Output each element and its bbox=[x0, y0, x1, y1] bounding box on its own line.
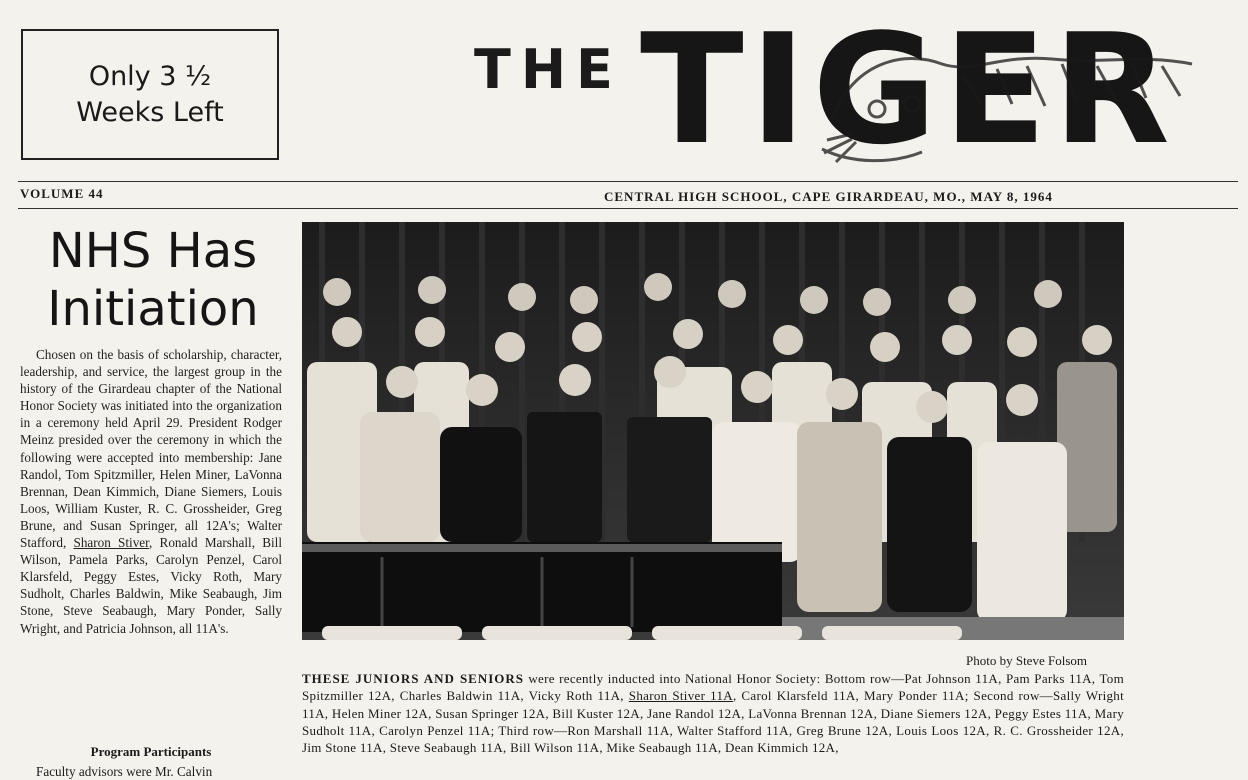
school-place-date: CENTRAL HIGH SCHOOL, CAPE GIRARDEAU, MO., MAY 8, 1964 bbox=[604, 189, 1053, 204]
masthead-the: THE bbox=[474, 38, 623, 101]
photo-caption bbox=[302, 670, 1124, 756]
caption-text-1: were recently inducted into National Honor Society: Bottom row—Pat Johnson 11A, Pam Parks 11A, Tom Spitzmiller 12A, Charles Baldwin 11A, Vicky Roth 11A, bbox=[302, 671, 1124, 704]
article-body bbox=[20, 346, 282, 637]
dateline-bottom-rule bbox=[18, 208, 1238, 209]
continued-text: Faculty advisors were Mr. Calvin bbox=[36, 764, 213, 779]
article-paragraph bbox=[20, 346, 282, 637]
ear-line-2: Weeks Left bbox=[76, 96, 224, 128]
tiger-illustration bbox=[812, 24, 1232, 174]
ear-line-1: Only 3 ½ bbox=[88, 60, 212, 92]
headline-line-2: Initiation bbox=[47, 281, 259, 337]
body-underlined-name: Sharon Stiver bbox=[73, 535, 150, 551]
masthead-tiger: TIGER bbox=[640, 1, 1176, 178]
body-text-2: , Ronald Marshall, Bill Wilson, Pamela Parks, Carolyn Penzel, Carol Klarsfeld, Peggy Estes, Vicky Roth, Mary Sudholt, Charles Baldwin, Mike Seabaugh, Jim Stone, Steve Seabaugh, Mary Ponder, Sally Wright, and Patricia Johnson, all 11A's. bbox=[20, 535, 282, 636]
volume-number: VOLUME 44 bbox=[20, 186, 104, 201]
article-headline bbox=[22, 222, 284, 338]
dateline bbox=[20, 186, 1240, 206]
dateline-top-rule bbox=[18, 181, 1238, 182]
headline-line-1: NHS Has bbox=[48, 223, 258, 279]
subhead-program: Program Participants bbox=[90, 744, 212, 759]
photo-credit: Photo by Steve Folsom bbox=[966, 653, 1087, 668]
caption-underlined-name: Sharon Stiver 11A bbox=[628, 688, 733, 704]
caption-lead: THESE JUNIORS AND SENIORS bbox=[302, 671, 525, 686]
group-photo bbox=[302, 222, 1124, 640]
caption-text-2: , Carol Klarsfeld 11A, Mary Ponder 11A; Second row—Sally Wright 11A, Helen Miner 12A, Susan Springer 12A, Bill Kuster 12A, Jane Randol 12A, LaVonna Brennan 12A, Diane Siemers 12A, Peggy Estes 11A, Mary Sudholt 11A, Carolyn Penzel 11A; Third row—Ron Marshall 11A, Walter Stafford 11A, Greg Brune 12A, Louis Loos 12A, R. C. Grossheider 12A, Jim Stone 11A, Steve Seabaugh 11A, Bill Wilson 11A, Mike Seabaugh 11A, Dean Kimmich 12A, bbox=[302, 688, 1124, 756]
ear-box bbox=[21, 29, 279, 160]
body-text-1: Chosen on the basis of scholarship, character, leadership, and service, the largest group in the history of the Girardeau chapter of the National Honor Society was initiated into the organization in a ceremony held April 29. President Rodger Meinz presided over the ceremony in which the following were accepted into membership: Jane Randol, Tom Spitzmiller, Helen Miner, LaVonna Brennan, Dean Kimmich, Diane Siemers, Louis Loos, William Kuster, R. C. Grossheider, Greg Brune, and Susan Springer, all 12A's; Walter Stafford, bbox=[20, 347, 282, 551]
